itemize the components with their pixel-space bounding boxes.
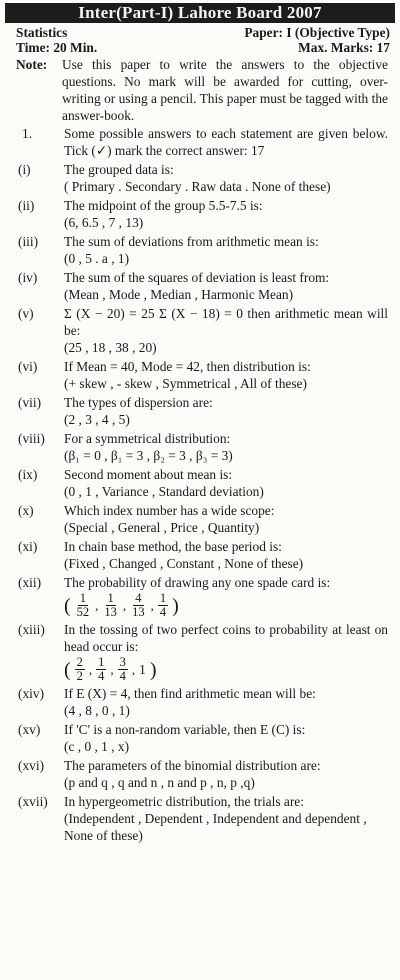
item-body	[64, 269, 396, 303]
numerator: 2	[76, 655, 83, 669]
header-row-1	[4, 25, 396, 40]
item-statement: The midpoint of the group 5.5-7.5 is:	[64, 198, 263, 213]
mcq-item	[4, 305, 396, 356]
mcq-item	[4, 466, 396, 500]
item-body	[64, 685, 396, 719]
numerator: 3	[119, 655, 126, 669]
item-number: (xv)	[18, 722, 41, 737]
item-number: (ix)	[18, 467, 38, 482]
numerator: 1	[159, 591, 167, 605]
item-statement: The parameters of the binomial distribution are:	[64, 758, 321, 773]
open-paren: (	[64, 594, 71, 617]
close-paren: )	[172, 594, 179, 617]
denominator: 4	[159, 605, 167, 619]
item-statement: Which index number has a wide scope:	[64, 503, 275, 518]
item-options: (0 , 5 . a , 1)	[64, 251, 130, 266]
item-number: (v)	[18, 306, 34, 321]
item-body	[64, 721, 396, 755]
item-number: (iv)	[18, 270, 38, 285]
item-statement: Σ (X − 20) = 25 Σ (X − 18) = 0 then arithmetic mean will be:	[64, 306, 388, 338]
question-1	[4, 125, 396, 159]
note-text: Use this paper to write the answers to the objective questions. No mark will be awarded for cutting, over-writing or using a pencil. This paper must be tagged with the answer-book.	[62, 57, 388, 123]
denominator: 4	[98, 669, 105, 683]
item-options: (6, 6.5 , 7 , 13)	[64, 215, 144, 230]
mcq-item	[4, 502, 396, 536]
item-options: (Fixed , Changed , Constant , None of these)	[64, 556, 304, 571]
item-body	[64, 358, 396, 392]
item-body	[64, 574, 396, 619]
item-options: (2 , 3 , 4 , 5)	[64, 412, 130, 427]
denominator: 13	[132, 605, 145, 619]
plain-option: 1	[139, 662, 146, 677]
mcq-item	[4, 430, 396, 464]
item-body	[64, 793, 396, 844]
item-statement: In chain base method, the base period is:	[64, 539, 282, 554]
item-options: (Mean , Mode , Median , Harmonic Mean)	[64, 287, 294, 302]
item-options: (c , 0 , 1 , x)	[64, 739, 130, 754]
denominator: 13	[104, 605, 117, 619]
item-fraction-options	[64, 656, 388, 683]
question-paper	[4, 3, 396, 974]
question-number: 1.	[22, 126, 33, 141]
mcq-item	[4, 233, 396, 267]
marks-label: Max. Marks: 17	[298, 40, 390, 55]
item-body	[64, 233, 396, 267]
note-block	[4, 56, 396, 124]
mcq-item	[4, 685, 396, 719]
item-options: (0 , 1 , Variance , Standard deviation)	[64, 484, 264, 499]
item-options: (+ skew , - skew , Symmetrical , All of these)	[64, 376, 307, 391]
denominator: 4	[119, 669, 126, 683]
mcq-item	[4, 721, 396, 755]
fraction-option	[75, 592, 92, 619]
item-statement: The probability of drawing any one spade card is:	[64, 575, 331, 590]
item-statement: Second moment about mean is:	[64, 467, 233, 482]
item-options: ( Primary . Secondary . Raw data . None of these)	[64, 179, 331, 194]
item-number: (xvii)	[18, 794, 48, 809]
item-body	[64, 197, 396, 231]
item-body	[64, 757, 396, 791]
fraction-option	[130, 592, 147, 619]
item-body	[64, 466, 396, 500]
item-number: (vii)	[18, 395, 42, 410]
mcq-item	[4, 538, 396, 572]
item-statement: In hypergeometric distribution, the trials are:	[64, 794, 304, 809]
fraction-option	[102, 592, 119, 619]
mcq-item	[4, 621, 396, 683]
item-statement: For a symmetrical distribution:	[64, 431, 231, 446]
item-statement: In the tossing of two perfect coins to probability at least on head occur is:	[64, 622, 388, 654]
separator: ,	[95, 598, 99, 613]
item-options: (Independent , Dependent , Independent and dependent , None of these)	[64, 811, 367, 843]
item-body	[64, 502, 396, 536]
mcq-item	[4, 793, 396, 844]
item-statement: The sum of deviations from arithmetic mean is:	[64, 234, 319, 249]
item-body	[64, 621, 396, 683]
mcq-item	[4, 757, 396, 791]
open-paren: (	[64, 658, 71, 681]
item-number: (viii)	[18, 431, 45, 446]
paper-label: Paper: I (Objective Type)	[244, 25, 390, 40]
item-number: (vi)	[18, 359, 38, 374]
numerator: 1	[107, 591, 114, 605]
item-number: (xi)	[18, 539, 38, 554]
numerator: 4	[135, 591, 142, 605]
paper-banner: Inter(Part-I) Lahore Board 2007	[5, 3, 395, 23]
mcq-item	[4, 197, 396, 231]
fraction-option	[158, 592, 168, 619]
item-fraction-options	[64, 592, 388, 619]
item-number: (xii)	[18, 575, 42, 590]
item-body	[64, 538, 396, 572]
fraction-option	[96, 656, 106, 683]
separator: ,	[110, 662, 114, 677]
item-body	[64, 305, 396, 356]
separator: ,	[122, 598, 127, 613]
item-number: (iii)	[18, 234, 39, 249]
item-options: (Special , General , Price , Quantity)	[64, 520, 260, 535]
item-number: (xvi)	[18, 758, 45, 773]
fraction-option	[118, 656, 128, 683]
item-options: (β₁ = 0 , β₁ = 3 , β₂ = 3 , β₃ = 3)	[64, 448, 233, 463]
item-options: (25 , 18 , 38 , 20)	[64, 340, 157, 355]
item-body	[64, 394, 396, 428]
item-options: (p and q , q and n , n and p , n, p ,q)	[64, 775, 255, 790]
mcq-item	[4, 394, 396, 428]
mcq-item	[4, 269, 396, 303]
item-statement: The types of dispersion are:	[64, 395, 213, 410]
item-number: (xiii)	[18, 622, 45, 637]
item-number: (ii)	[18, 198, 35, 213]
header-row-2	[4, 40, 396, 55]
fraction-option	[75, 656, 85, 683]
denominator: 2	[76, 669, 83, 683]
denominator: 52	[76, 605, 90, 619]
item-statement: If E (X) = 4, then find arithmetic mean will be:	[64, 686, 316, 701]
separator: ,	[131, 662, 136, 677]
item-number: (x)	[18, 503, 34, 518]
item-body	[64, 430, 396, 464]
separator: ,	[150, 598, 154, 613]
mcq-item	[4, 161, 396, 195]
item-number: (i)	[18, 162, 31, 177]
item-number: (xiv)	[18, 686, 45, 701]
numerator: 1	[79, 591, 87, 605]
item-statement: If 'C' is a non-random variable, then E (C) is:	[64, 722, 306, 737]
subject-label: Statistics	[16, 25, 68, 40]
separator: ,	[88, 662, 93, 677]
numerator: 1	[98, 655, 105, 669]
item-statement: The grouped data is:	[64, 162, 174, 177]
note-label: Note:	[16, 57, 48, 72]
time-label: Time: 20 Min.	[16, 40, 98, 55]
mcq-list	[4, 161, 396, 844]
item-options: (4 , 8 , 0 , 1)	[64, 703, 130, 718]
mcq-item	[4, 574, 396, 619]
mcq-item	[4, 358, 396, 392]
item-body	[64, 161, 396, 195]
item-statement: The sum of the squares of deviation is least from:	[64, 270, 330, 285]
question-instruction: Some possible answers to each statement are given below. Tick (✓) mark the correct answer: 17	[64, 126, 388, 158]
close-paren: )	[149, 658, 157, 681]
item-statement: If Mean = 40, Mode = 42, then distribution is:	[64, 359, 311, 374]
